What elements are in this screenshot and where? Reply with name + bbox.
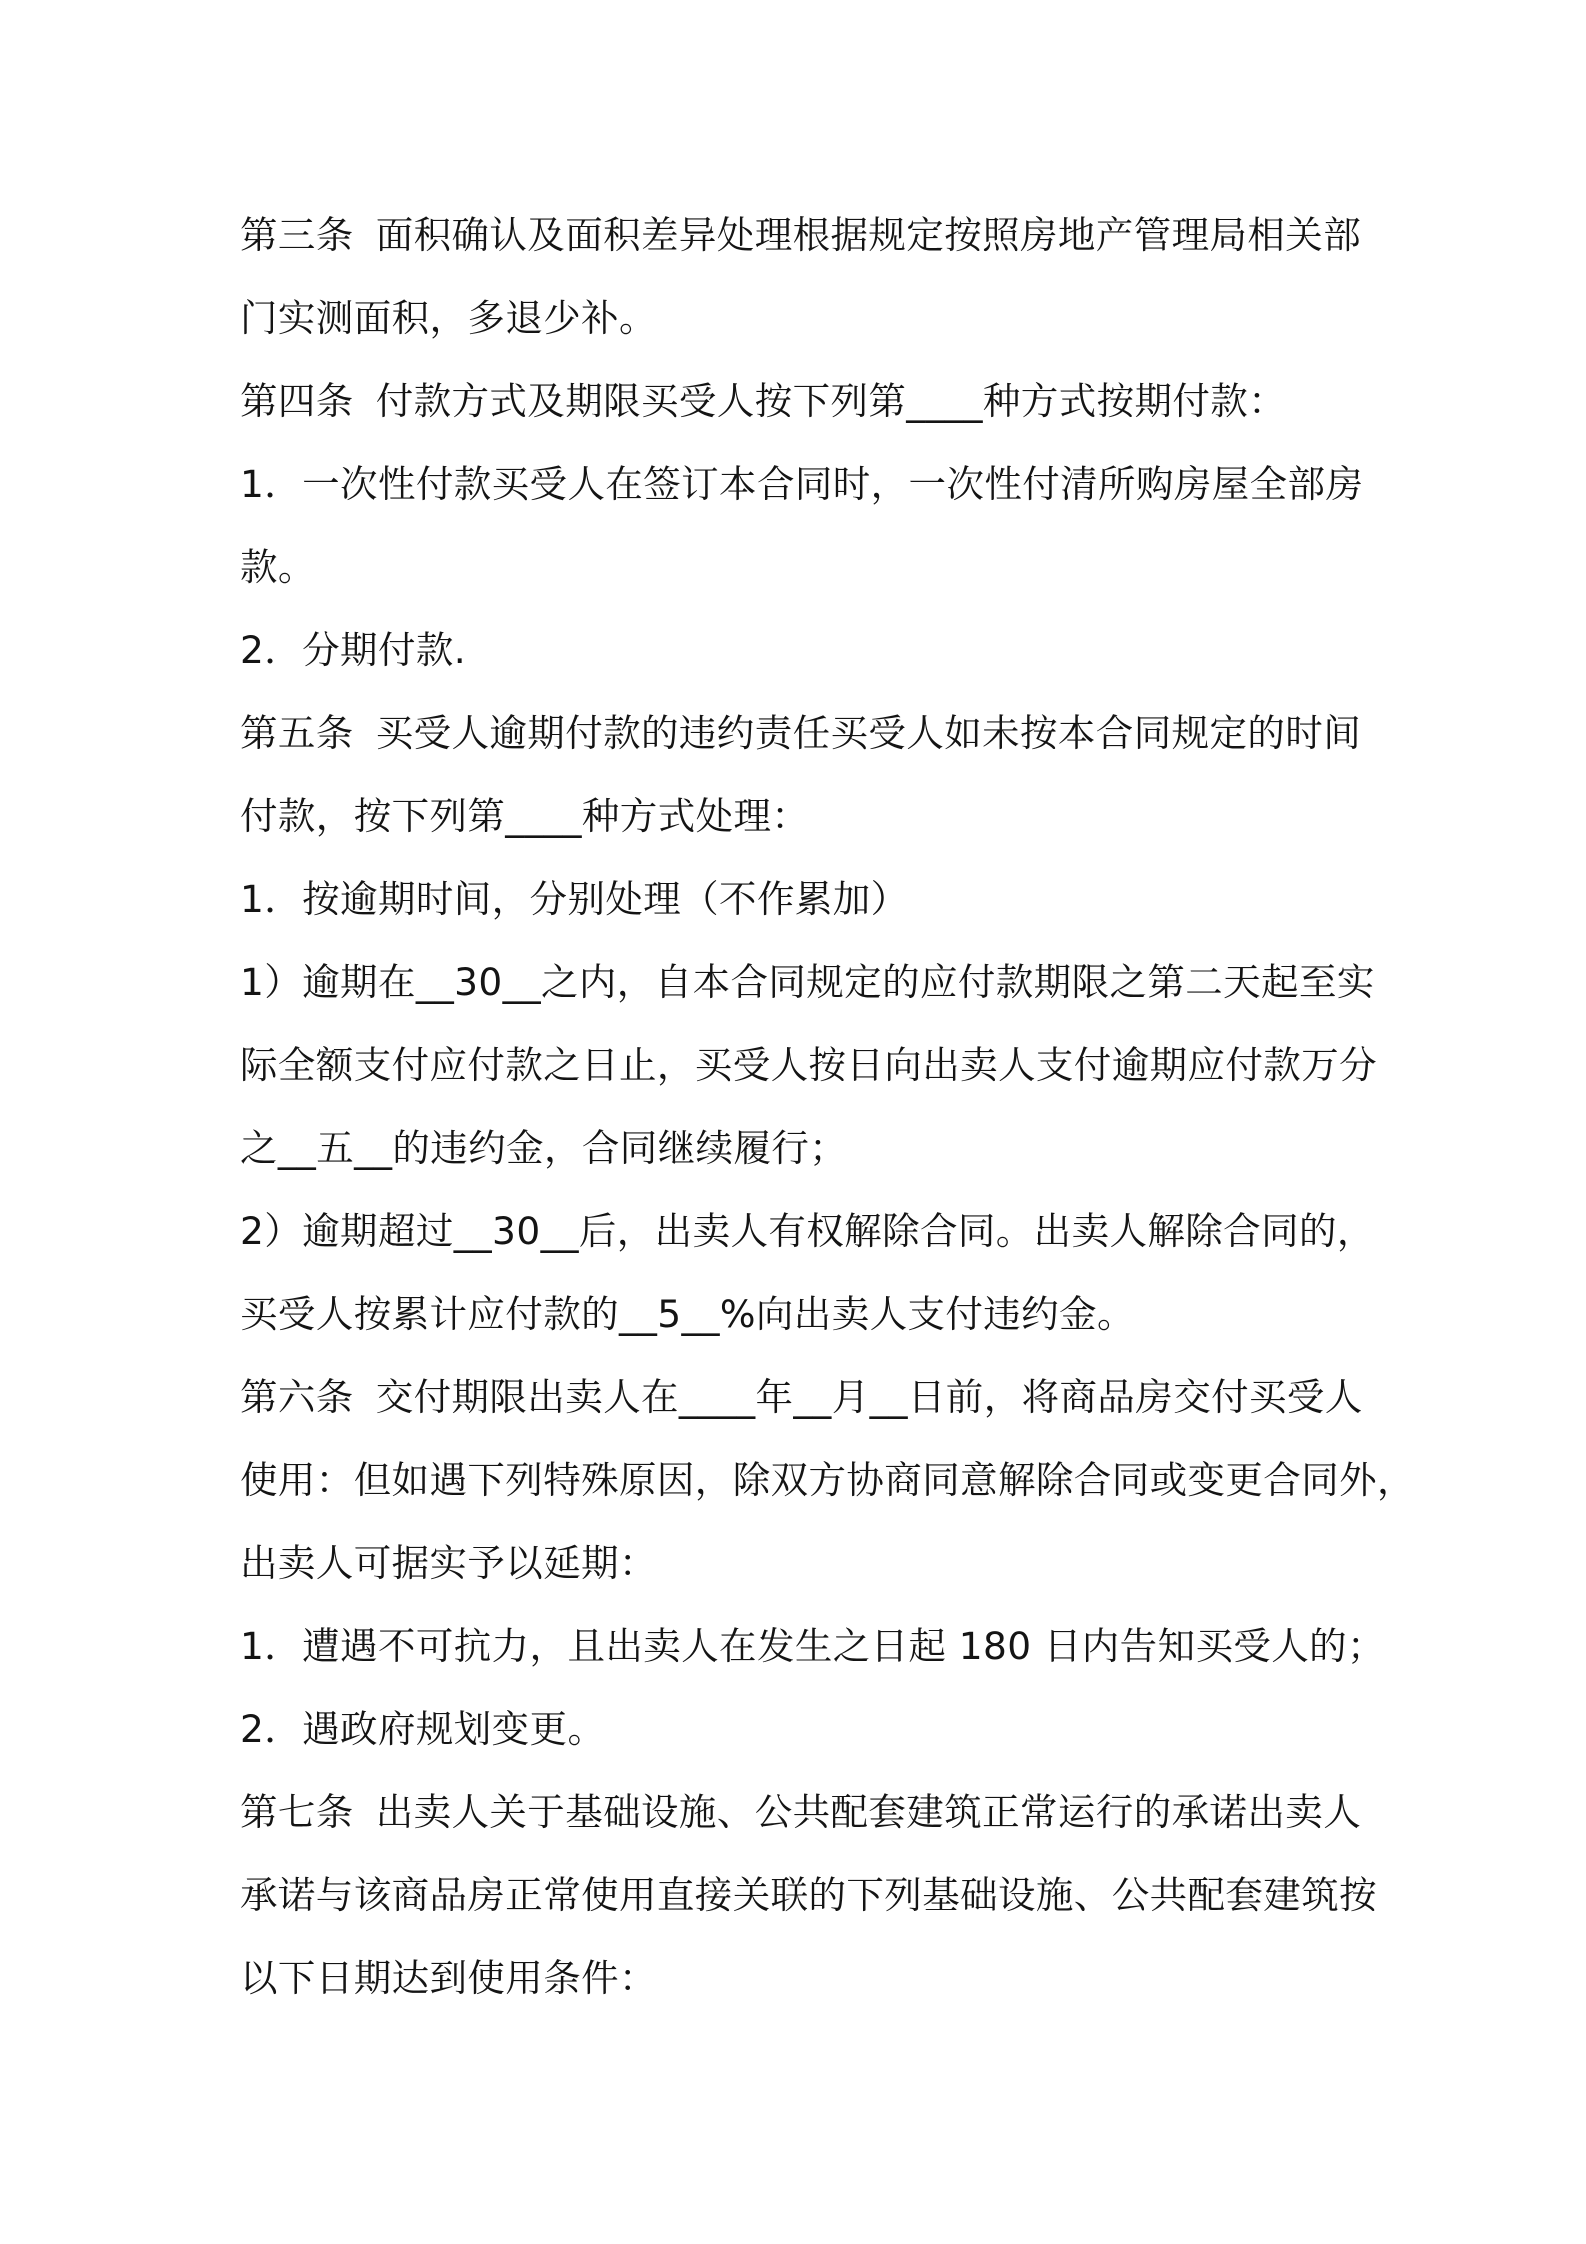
article-number: 第六条 [240, 1375, 354, 1419]
text-line: 买受人按累计应付款的__5__%向出卖人支付违约金。 [240, 1292, 1135, 1336]
text-line: 付款，按下列第____种方式处理： [240, 794, 810, 838]
text-line: 1．按逾期时间，分别处理（不作累加） [240, 877, 909, 921]
article-text: 出卖人关于基础设施、公共配套建筑正常运行的承诺出卖人 [375, 1790, 1362, 1834]
text-line: 以下日期达到使用条件： [240, 1956, 657, 2000]
text-line: 2．遇政府规划变更。 [240, 1707, 606, 1751]
text-line: 2）逾期超过__30__后，出卖人有权解除合同。出卖人解除合同的， [240, 1209, 1375, 1253]
text-line [240, 360, 1360, 443]
text-line [240, 692, 1360, 775]
text-line [240, 194, 1360, 277]
text-line: 1．遭遇不可抗力，且出卖人在发生之日起 180 日内告知买受人的； [240, 1624, 1385, 1668]
text-line: 际全额支付应付款之日止，买受人按日向出卖人支付逾期应付款万分 [240, 1043, 1377, 1087]
text-line: 出卖人可据实予以延期： [240, 1541, 657, 1585]
article-text: 付款方式及期限买受人按下列第____种方式按期付款： [375, 379, 1287, 423]
text-line: 1）逾期在__30__之内，自本合同规定的应付款期限之第二天起至实 [240, 960, 1375, 1004]
article-number: 第三条 [240, 213, 354, 257]
text-line: 使用：但如遇下列特殊原因，除双方协商同意解除合同或变更合同外， [240, 1458, 1415, 1502]
text-line: 之__五__的违约金，合同继续履行； [240, 1126, 848, 1170]
article-number: 第七条 [240, 1790, 354, 1834]
text-line: 承诺与该商品房正常使用直接关联的下列基础设施、公共配套建筑按 [240, 1873, 1377, 1917]
text-line: 款。 [240, 545, 316, 589]
article-text: 交付期限出卖人在____年__月__日前，将商品房交付买受人 [375, 1375, 1363, 1419]
text-line [240, 1771, 1360, 1854]
text-line: 1．一次性付款买受人在签订本合同时，一次性付清所购房屋全部房 [240, 462, 1364, 506]
text-line: 门实测面积，多退少补。 [240, 296, 657, 340]
article-text: 面积确认及面积差异处理根据规定按照房地产管理局相关部 [375, 213, 1362, 257]
article-text: 买受人逾期付款的违约责任买受人如未按本合同规定的时间 [375, 711, 1362, 755]
document-body [240, 194, 1415, 2020]
article-number: 第四条 [240, 379, 354, 423]
text-line: 2．分期付款. [240, 628, 467, 672]
text-line [240, 1356, 1363, 1439]
article-number: 第五条 [240, 711, 354, 755]
